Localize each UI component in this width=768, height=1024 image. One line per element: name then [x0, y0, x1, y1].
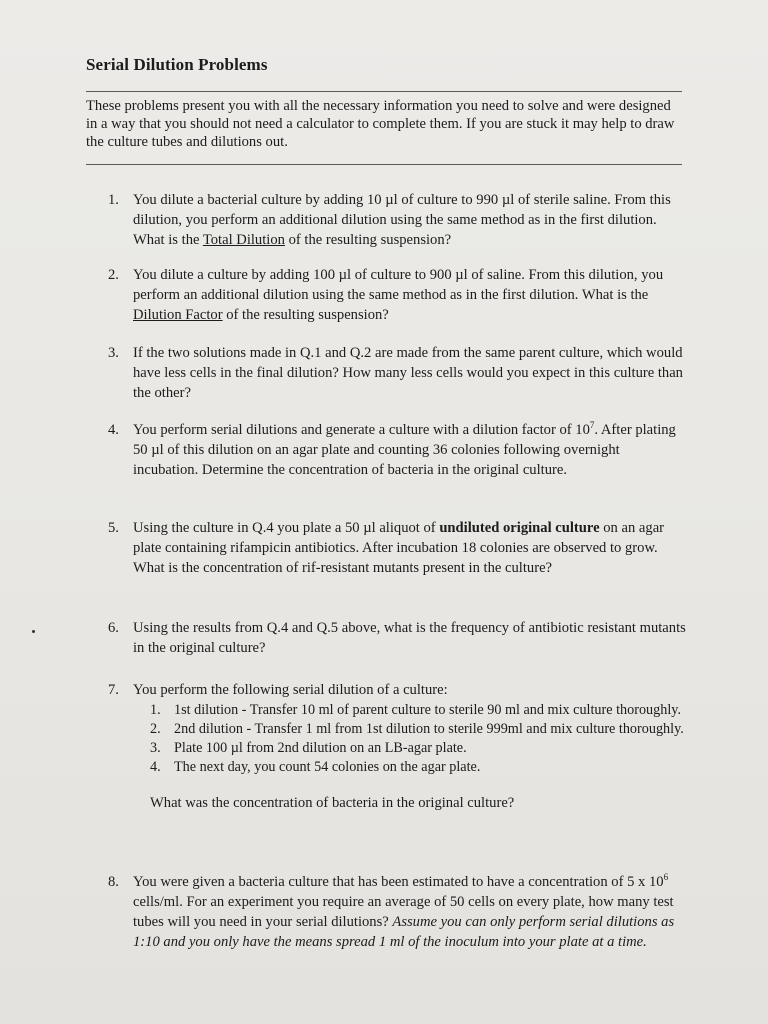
- italic-note: Assume you can only perform serial dilutions as 1:10 and you only have the means spread 1 ml of the inoculum into your plate at a time.: [133, 914, 675, 950]
- dilution-step: 4. The next day, you count 54 colonies on the agar plate.: [150, 759, 481, 775]
- question-number: 3.: [108, 345, 119, 361]
- question-4: [108, 420, 688, 480]
- question-5: [108, 518, 688, 578]
- question-6: [108, 618, 688, 658]
- question-7: [108, 680, 688, 813]
- question-text: Using the culture in Q.4 you plate a 50 µl aliquot of undiluted original culture on an agar plate containing rifampicin antibiotics. After incubation 18 colonies are observed to grow. What is the concentration of rif-resistant mutants present in the culture?: [133, 520, 665, 576]
- question-3: [108, 343, 688, 403]
- question-text: If the two solutions made in Q.1 and Q.2 are made from the same parent culture, which would have less cells in the final dilution? How many less cells would you expect in this culture than the other?: [133, 345, 683, 401]
- question-number: 4.: [108, 422, 119, 438]
- dilution-steps: [150, 701, 688, 777]
- question-text: You perform serial dilutions and generate a culture with a dilution factor of $10^7$. After plating 50 µl of this dilution on an agar plate and counting 36 colonies following overnight incubation. Determine the concentration of bacteria in the original culture.: [133, 420, 676, 478]
- dilution-step: 2. 2nd dilution - Transfer 1 ml from 1st dilution to sterile 999ml and mix culture thoroughly.: [150, 721, 684, 737]
- exponent: 6: [663, 872, 669, 883]
- underlined-term: Total Dilution: [202, 232, 285, 248]
- question-number: 6.: [108, 620, 119, 636]
- divider: [86, 164, 682, 165]
- question-text: You perform the following serial dilution of a culture:: [133, 682, 448, 698]
- question-text: You dilute a bacterial culture by adding 10 µl of culture to 990 µl of sterile saline. From this dilution, you perform an additional dilution using the same method as in the first dilution. What is the Total Dilution of the resulting suspension?: [133, 192, 671, 248]
- question-1: [108, 190, 688, 250]
- question-text: Using the results from Q.4 and Q.5 above, what is the frequency of antibiotic resistant mutants in the original culture?: [133, 620, 686, 656]
- page-title: Serial Dilution Problems: [86, 55, 268, 74]
- question-text: You dilute a culture by adding 100 µl of culture to 900 µl of saline. From this dilution, you perform an additional dilution using the same method as in the first dilution. What is the Dilution Factor of the resulting suspension?: [133, 267, 664, 323]
- question-followup: What was the concentration of bacteria in the original culture?: [150, 795, 515, 811]
- dilution-step: 3. Plate 100 µl from 2nd dilution on an LB-agar plate.: [150, 740, 467, 756]
- question-number: 7.: [108, 682, 119, 698]
- question-number: 5.: [108, 520, 119, 536]
- question-8: [108, 872, 688, 952]
- bold-term: undiluted original culture: [439, 520, 600, 536]
- underlined-term: Dilution Factor: [133, 307, 223, 323]
- exponent: 7: [589, 420, 595, 431]
- question-number: 8.: [108, 874, 119, 890]
- question-number: 2.: [108, 267, 119, 283]
- intro-text: These problems present you with all the necessary information you need to solve and were designed in a way that you should not need a calculator to complete them. If you are stuck it may help to draw the culture tubes and dilutions out.: [86, 98, 675, 150]
- question-2: [108, 265, 688, 325]
- question-text: You were given a bacteria culture that has been estimated to have a concentration of 5 x $10^6$ cells/ml. For an experiment you require an average of 50 cells on every plate, how many test tubes will you need in your serial dilutions? Assume you can only perform serial dilutions as 1:10 and you only have the means spread 1 ml of the inoculum into your plate at a time.: [133, 872, 675, 950]
- divider: [86, 91, 682, 92]
- stray-mark: [32, 630, 35, 633]
- question-number: 1.: [108, 192, 119, 208]
- dilution-step: 1. 1st dilution - Transfer 10 ml of parent culture to sterile 90 ml and mix culture thoroughly.: [150, 702, 681, 718]
